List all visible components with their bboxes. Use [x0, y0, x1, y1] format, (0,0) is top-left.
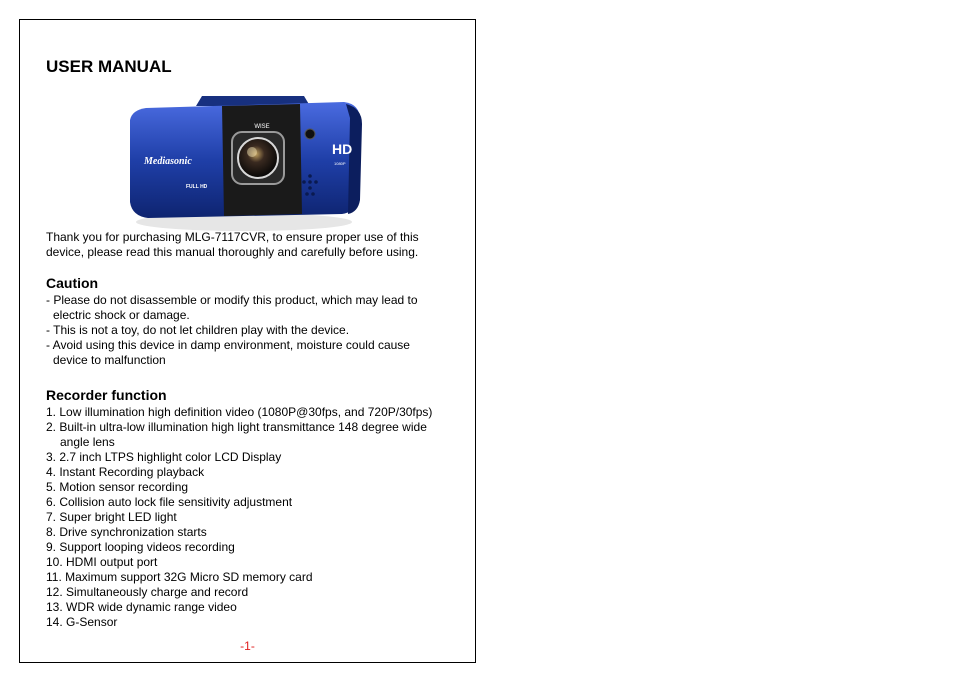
manual-page	[19, 19, 476, 663]
intro-line-2: device, please read this manual thoroughly and carefully before using.	[46, 245, 419, 259]
dash-camera-image	[124, 90, 364, 236]
feature-item: angle lens	[60, 435, 115, 449]
feature-item: 13. WDR wide dynamic range video	[46, 600, 237, 614]
feature-item: 8. Drive synchronization starts	[46, 525, 207, 539]
page-number: -1-	[240, 639, 255, 653]
intro-line-1: Thank you for purchasing MLG-7117CVR, to ensure proper use of this	[46, 230, 419, 244]
caution-line: - Please do not disassemble or modify this product, which may lead to	[46, 293, 418, 307]
feature-item: 3. 2.7 inch LTPS highlight color LCD Display	[46, 450, 282, 464]
feature-item: 12. Simultaneously charge and record	[46, 585, 249, 599]
feature-item: 9. Support looping videos recording	[46, 540, 235, 554]
page-title: USER MANUAL	[46, 57, 172, 76]
feature-item: 4. Instant Recording playback	[46, 465, 205, 479]
feature-item: 6. Collision auto lock file sensitivity adjustment	[46, 495, 293, 509]
camera-hd-label: HD	[332, 141, 353, 157]
camera-brand-label: Mediasonic	[144, 156, 192, 167]
recorder-heading: Recorder function	[46, 387, 167, 403]
caution-line: - Avoid using this device in damp environment, moisture could cause	[46, 338, 410, 352]
camera-res-label: 1080P	[334, 161, 346, 166]
feature-item: 5. Motion sensor recording	[46, 480, 189, 494]
feature-item: 7. Super bright LED light	[46, 510, 177, 524]
caution-line: - This is not a toy, do not let children play with the device.	[46, 323, 350, 337]
feature-item: 1. Low illumination high definition video (1080P@30fps, and 720P/30fps)	[46, 405, 433, 419]
camera-top-label: WISE	[254, 124, 270, 130]
feature-item: 2. Built-in ultra-low illumination high light transmittance 148 degree wide	[46, 420, 427, 434]
feature-item: 10. HDMI output port	[46, 555, 158, 569]
camera-fullhd-label: FULL HD	[186, 184, 208, 190]
caution-line: electric shock or damage.	[53, 308, 190, 322]
feature-item: 14. G-Sensor	[46, 615, 118, 629]
caution-heading: Caution	[46, 275, 99, 291]
caution-line: device to malfunction	[53, 353, 166, 367]
feature-item: 11. Maximum support 32G Micro SD memory card	[46, 570, 313, 584]
